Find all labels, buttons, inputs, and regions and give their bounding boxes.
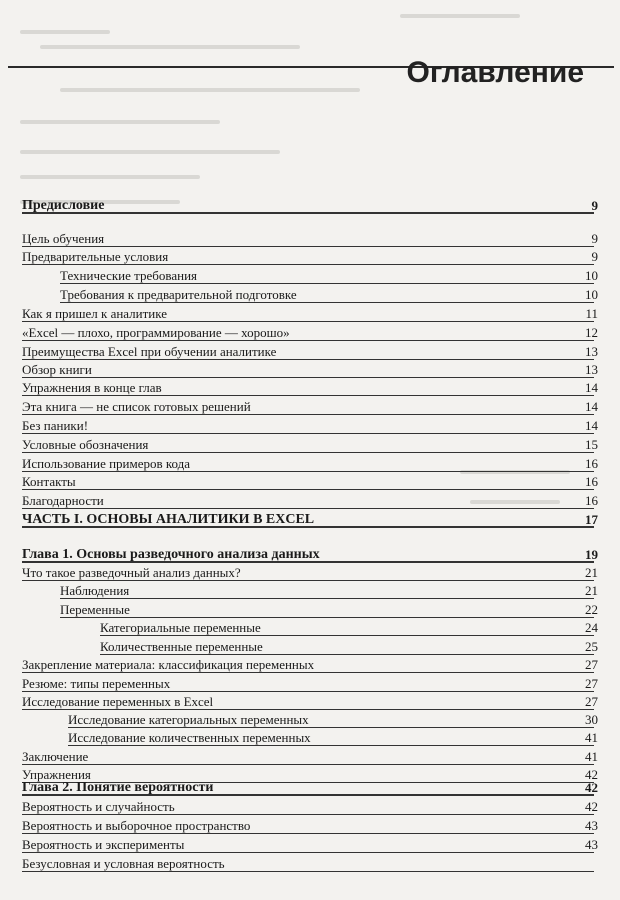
toc-entry-page: 24 bbox=[585, 620, 598, 635]
toc-heading-entry bbox=[0, 780, 620, 798]
toc-entry-page: 10 bbox=[585, 287, 598, 302]
toc-heading-entry bbox=[0, 547, 620, 565]
toc-entry-title: Переменные bbox=[60, 602, 130, 617]
toc-entry-title: Технические требования bbox=[60, 268, 198, 283]
page-title: Оглавление bbox=[406, 56, 584, 89]
toc-entry bbox=[0, 639, 620, 657]
toc-entry bbox=[0, 583, 620, 601]
toc-entry-page: 16 bbox=[585, 493, 598, 508]
toc-entry-page: 22 bbox=[585, 602, 598, 617]
toc-entry-page: 43 bbox=[585, 837, 598, 852]
toc-entry-title: Резюме: типы переменных bbox=[22, 676, 171, 691]
toc-entry-page: 16 bbox=[585, 456, 598, 471]
toc-entry-page: 21 bbox=[585, 583, 598, 598]
toc-entry-page: 15 bbox=[585, 437, 598, 452]
toc-leader-line bbox=[22, 377, 594, 378]
toc-entry-page: 9 bbox=[591, 198, 598, 213]
toc-entry-page: 41 bbox=[585, 730, 598, 745]
toc-leader-line bbox=[22, 764, 594, 765]
toc-entry-title: Благодарности bbox=[22, 493, 104, 508]
toc-entry bbox=[0, 818, 620, 836]
toc-entry bbox=[0, 268, 620, 286]
toc-entry bbox=[0, 437, 620, 455]
toc-entry-page: 25 bbox=[585, 639, 598, 654]
toc-entry-page: 9 bbox=[591, 249, 598, 264]
toc-entry-page: 11 bbox=[585, 306, 598, 321]
toc-entry-title: Упражнения bbox=[22, 767, 91, 782]
toc-entry-title: Условные обозначения bbox=[22, 437, 149, 452]
toc-entry bbox=[0, 362, 620, 380]
toc-entry-title: Без паники! bbox=[22, 418, 89, 433]
toc-entry-title: Количественные переменные bbox=[100, 639, 263, 654]
toc-entry-title: Предисловие bbox=[22, 198, 105, 213]
toc-entry-title: Обзор книги bbox=[22, 362, 92, 377]
toc-entry-page: 42 bbox=[585, 799, 598, 814]
toc-leader-line bbox=[22, 212, 594, 214]
toc-entry-title: Что такое разведочный анализ данных? bbox=[22, 565, 241, 580]
toc-entry-page: 16 bbox=[585, 474, 598, 489]
toc-entry bbox=[0, 620, 620, 638]
toc-entry-title: ЧАСТЬ I. ОСНОВЫ АНАЛИТИКИ В EXCEL bbox=[22, 512, 315, 527]
toc-entry-title: Категориальные переменные bbox=[100, 620, 261, 635]
toc-entry-title: Глава 2. Понятие вероятности bbox=[22, 780, 214, 795]
toc-entry-page: 19 bbox=[585, 547, 598, 562]
toc-entry bbox=[0, 418, 620, 436]
toc-leader-line bbox=[22, 508, 594, 509]
toc-entry-page: 27 bbox=[585, 676, 598, 691]
toc-entry bbox=[0, 380, 620, 398]
toc-entry-page: 14 bbox=[585, 380, 598, 395]
toc-entry-page: 27 bbox=[585, 694, 598, 709]
toc-entry-title: Безусловная и условная вероятность bbox=[22, 856, 225, 871]
toc-entry-title: Вероятность и эксперименты bbox=[22, 837, 185, 852]
toc-entry-title: Контакты bbox=[22, 474, 76, 489]
toc-entry-page: 27 bbox=[585, 657, 598, 672]
toc-entry-page: 9 bbox=[591, 231, 598, 246]
toc-entry bbox=[0, 602, 620, 620]
toc-entry bbox=[0, 565, 620, 583]
toc-entry-page: 43 bbox=[585, 818, 598, 833]
toc-entry-page: 13 bbox=[585, 344, 598, 359]
toc-entry-page: 13 bbox=[585, 362, 598, 377]
toc-entry-title: Исследование переменных в Excel bbox=[22, 694, 214, 709]
toc-entry bbox=[0, 231, 620, 249]
toc-entry-title: Преимущества Excel при обучении аналитике bbox=[22, 344, 277, 359]
toc-leader-line bbox=[60, 617, 594, 618]
toc-entry-title: Закрепление материала: классификация переменных bbox=[22, 657, 315, 672]
toc-entry-page: 10 bbox=[585, 268, 598, 283]
toc-entry-title: Исследование категориальных переменных bbox=[68, 712, 309, 727]
toc-entry-page: 30 bbox=[585, 712, 598, 727]
toc-entry-title: Вероятность и случайность bbox=[22, 799, 175, 814]
toc-entry-title: Упражнения в конце глав bbox=[22, 380, 162, 395]
toc-leader-line bbox=[22, 433, 594, 434]
toc-entry bbox=[0, 306, 620, 324]
toc-entry bbox=[0, 749, 620, 767]
toc-entry bbox=[0, 344, 620, 362]
toc-entry-title: Глава 1. Основы разведочного анализа данных bbox=[22, 547, 320, 562]
toc-entry bbox=[0, 712, 620, 730]
toc-entry-page: 21 bbox=[585, 565, 598, 580]
toc-entry-page: 41 bbox=[585, 749, 598, 764]
toc-entry bbox=[0, 399, 620, 417]
toc-heading-entry bbox=[0, 512, 620, 530]
toc-entry-title: Цель обучения bbox=[22, 231, 105, 246]
toc-entry-page: 14 bbox=[585, 418, 598, 433]
toc-entry bbox=[0, 249, 620, 267]
toc-entry-title: Исследование количественных переменных bbox=[68, 730, 311, 745]
toc-entry-page: 17 bbox=[585, 512, 598, 527]
toc-leader-line bbox=[60, 598, 594, 599]
toc-entry bbox=[0, 799, 620, 817]
toc-entry-title: Требования к предварительной подготовке bbox=[60, 287, 297, 302]
toc-entry bbox=[0, 856, 620, 874]
toc-entry bbox=[0, 493, 620, 511]
toc-leader-line bbox=[22, 246, 594, 247]
toc-entry-title: Как я пришел к аналитике bbox=[22, 306, 168, 321]
toc-entry bbox=[0, 694, 620, 712]
toc-entry-page: 42 bbox=[585, 767, 598, 782]
toc-entry-title: Вероятность и выборочное пространство bbox=[22, 818, 251, 833]
toc-entry-title: Эта книга — не список готовых решений bbox=[22, 399, 251, 414]
toc-entry bbox=[0, 287, 620, 305]
toc-leader-line bbox=[22, 489, 594, 490]
toc-entry-title: Наблюдения bbox=[60, 583, 130, 598]
toc-entry-page: 14 bbox=[585, 399, 598, 414]
toc-entry bbox=[0, 474, 620, 492]
toc-entry-title: Использование примеров кода bbox=[22, 456, 191, 471]
toc-entry-title: Предварительные условия bbox=[22, 249, 169, 264]
toc-entry-page: 42 bbox=[585, 780, 598, 795]
toc-entry bbox=[0, 676, 620, 694]
toc-entry bbox=[0, 837, 620, 855]
toc-entry bbox=[0, 325, 620, 343]
toc-entry bbox=[0, 456, 620, 474]
toc-entry bbox=[0, 657, 620, 675]
toc-entry bbox=[0, 730, 620, 748]
toc-entry-title: «Excel — плохо, программирование — хорошо» bbox=[22, 325, 290, 340]
toc-entry-title: Заключение bbox=[22, 749, 89, 764]
toc-entry-page: 12 bbox=[585, 325, 598, 340]
toc-heading-entry bbox=[0, 198, 620, 216]
